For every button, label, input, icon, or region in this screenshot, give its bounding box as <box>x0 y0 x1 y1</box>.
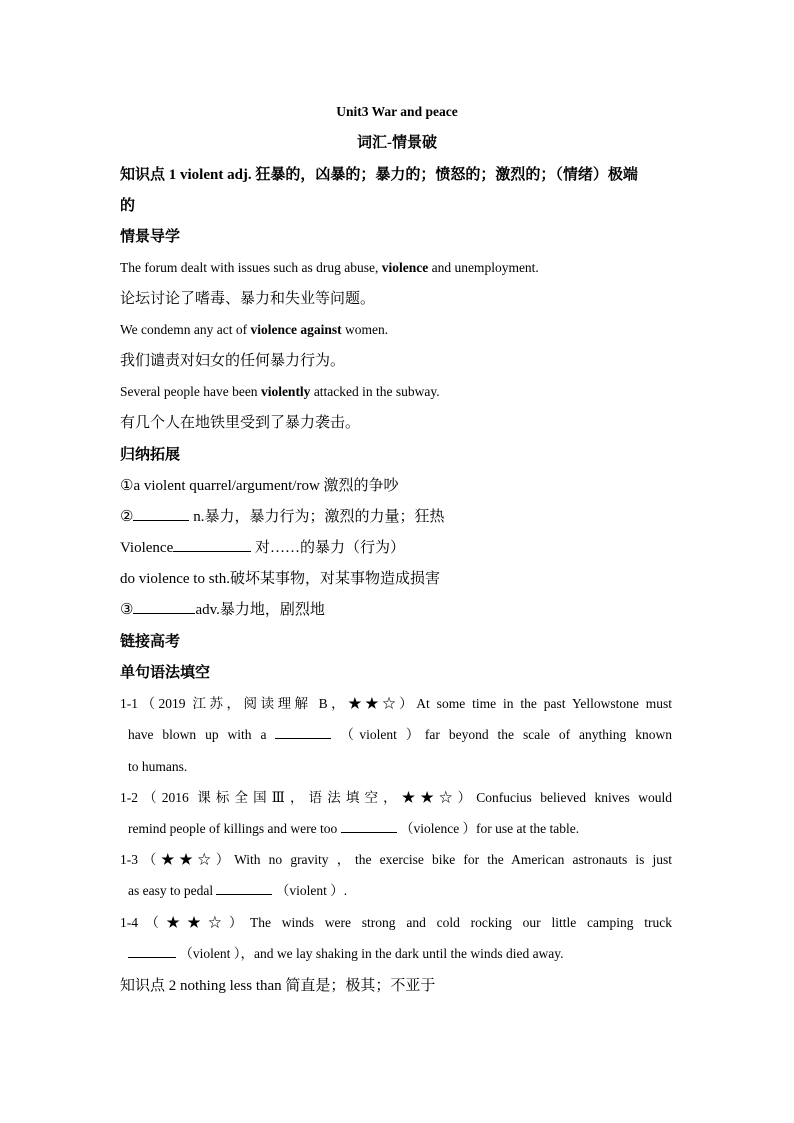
question-1-4-line-1: 1-4（★★☆）The winds were strong and cold rocking our little camping truck <box>120 915 672 930</box>
question-1-2-line-1: 1-2（2016 课标全国Ⅲ，语法填空，★★☆）Confucius believed knives would <box>120 790 672 805</box>
example-2-pre: We condemn any act of <box>120 322 251 337</box>
question-1-3-line-1: 1-3（★★☆）With no gravity ，the exercise bike for the American astronauts is just <box>120 852 672 867</box>
example-2-post: women. <box>341 322 389 337</box>
answer-blank[interactable] <box>173 538 251 552</box>
example-sentence-2-translation: 我们谴责对妇女的任何暴力行为。 <box>120 353 346 369</box>
example-sentence-3 <box>120 382 440 402</box>
question-1-2-post: （violence ）for use at the table. <box>396 821 580 836</box>
knowledge-point-2-heading: 知识点 2 nothing less than 简直是；极其；不亚于 <box>120 978 436 994</box>
answer-blank[interactable] <box>133 600 195 614</box>
context-guide-heading: 情景导学 <box>120 229 181 245</box>
summary-item-2-text: n.暴力，暴力行为；激烈的力量；狂热 <box>189 509 445 525</box>
question-1-1-line-2 <box>128 725 672 745</box>
example-1-keyword: violence <box>381 260 429 275</box>
summary-item-3-text: 对……的暴力（行为） <box>251 540 406 556</box>
summary-item-5 <box>120 600 325 620</box>
question-1-3-pre: as easy to pedal <box>128 883 217 898</box>
unit-title: Unit3 War and peace <box>336 104 458 119</box>
question-1-1-pre: have blown up with a <box>128 727 276 742</box>
summary-item-2-number: ② <box>120 509 134 525</box>
example-2-keyword: violence against <box>250 322 342 337</box>
question-1-2-pre: remind people of killings and were too <box>128 821 341 836</box>
question-1-1-line-3: to humans. <box>128 759 188 774</box>
example-sentence-2 <box>120 320 388 340</box>
summary-item-3-word: Violence <box>120 540 174 556</box>
summary-item-2 <box>120 507 444 527</box>
answer-blank[interactable] <box>275 725 331 739</box>
summary-item-3 <box>120 538 405 558</box>
question-1-3-post: （violent ）. <box>272 883 348 898</box>
example-3-post: attacked in the subway. <box>310 384 440 399</box>
section-subtitle: 词汇-情景破 <box>357 135 437 151</box>
answer-blank[interactable] <box>128 944 176 958</box>
summary-item-1: ①a violent quarrel/argument/row 激烈的争吵 <box>120 478 399 494</box>
summary-item-5-text: adv.暴力地，剧烈地 <box>195 602 325 618</box>
example-3-pre: Several people have been <box>120 384 261 399</box>
link-exam-heading: 链接高考 <box>120 634 181 650</box>
knowledge-point-1-heading-cont: 的 <box>120 198 136 214</box>
knowledge-point-1-heading: 知识点 1 violent adj. 狂暴的，凶暴的；暴力的；愤怒的；激烈的；（情绪）极端 <box>120 167 638 183</box>
summary-heading: 归纳拓展 <box>120 447 181 463</box>
example-sentence-1 <box>120 258 539 278</box>
question-1-4-post: （violent ），and we lay shaking in the dark until the winds died away. <box>176 946 564 961</box>
question-1-1-post: （violent ）far beyond the scale of anything known <box>331 727 672 742</box>
answer-blank[interactable] <box>341 819 397 833</box>
example-sentence-1-translation: 论坛讨论了嗜毒、暴力和失业等问题。 <box>120 291 376 307</box>
question-1-3-line-2 <box>128 881 672 901</box>
question-1-4-line-2 <box>128 944 672 964</box>
answer-blank[interactable] <box>216 881 272 895</box>
example-1-pre: The forum dealt with issues such as drug abuse, <box>120 260 382 275</box>
example-3-keyword: violently <box>260 384 311 399</box>
question-1-2-line-2 <box>128 819 672 839</box>
example-sentence-3-translation: 有几个人在地铁里受到了暴力袭击。 <box>120 415 361 431</box>
summary-item-5-number: ③ <box>120 602 134 618</box>
exercise-heading: 单句语法填空 <box>120 665 211 681</box>
summary-item-4: do violence to sth.破坏某事物，对某事物造成损害 <box>120 571 440 587</box>
example-1-post: and unemployment. <box>428 260 539 275</box>
answer-blank[interactable] <box>133 507 189 521</box>
question-1-1-line-1: 1-1（2019 江苏，阅读理解 B，★★☆）At some time in the past Yellowstone must <box>120 696 672 711</box>
